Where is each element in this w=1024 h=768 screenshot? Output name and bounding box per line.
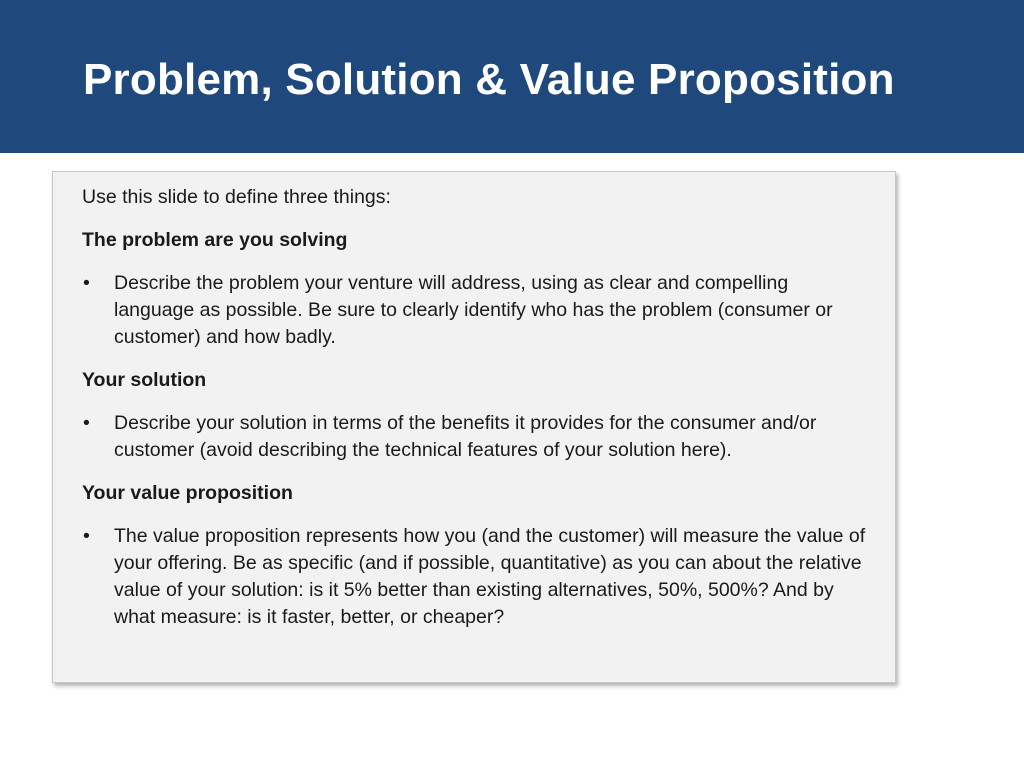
problem-bullet-text: Describe the problem your venture will address, using as clear and compelling language as possible. Be sure to clearly identify who has the problem (consumer or customer) and how badly. [114, 272, 833, 348]
bullet-dot-icon: • [83, 525, 90, 547]
title-bar [0, 0, 1024, 153]
value-proposition-heading: Your value proposition [82, 482, 293, 504]
content-box [52, 171, 896, 683]
bullet-dot-icon: • [83, 412, 90, 434]
intro-text: Use this slide to define three things: [82, 186, 391, 208]
problem-heading: The problem are you solving [82, 229, 348, 251]
bullet-dot-icon: • [83, 272, 90, 294]
problem-bullet [82, 270, 871, 351]
value-proposition-bullet [82, 523, 871, 631]
value-proposition-bullet-text: The value proposition represents how you (and the customer) will measure the value of your offering. Be as specific (and if possible, quantitative) as you can about the relative value of your solution: is it 5% better than existing alternatives, 50%, 500%? And by what measure: is it faster, better, or cheaper? [114, 525, 866, 628]
solution-heading: Your solution [82, 369, 207, 391]
slide-title: Problem, Solution & Value Proposition [83, 55, 895, 104]
solution-bullet-text: Describe your solution in terms of the benefits it provides for the consumer and/or customer (avoid describing the technical features of your solution here). [114, 412, 817, 461]
solution-bullet [82, 410, 871, 464]
